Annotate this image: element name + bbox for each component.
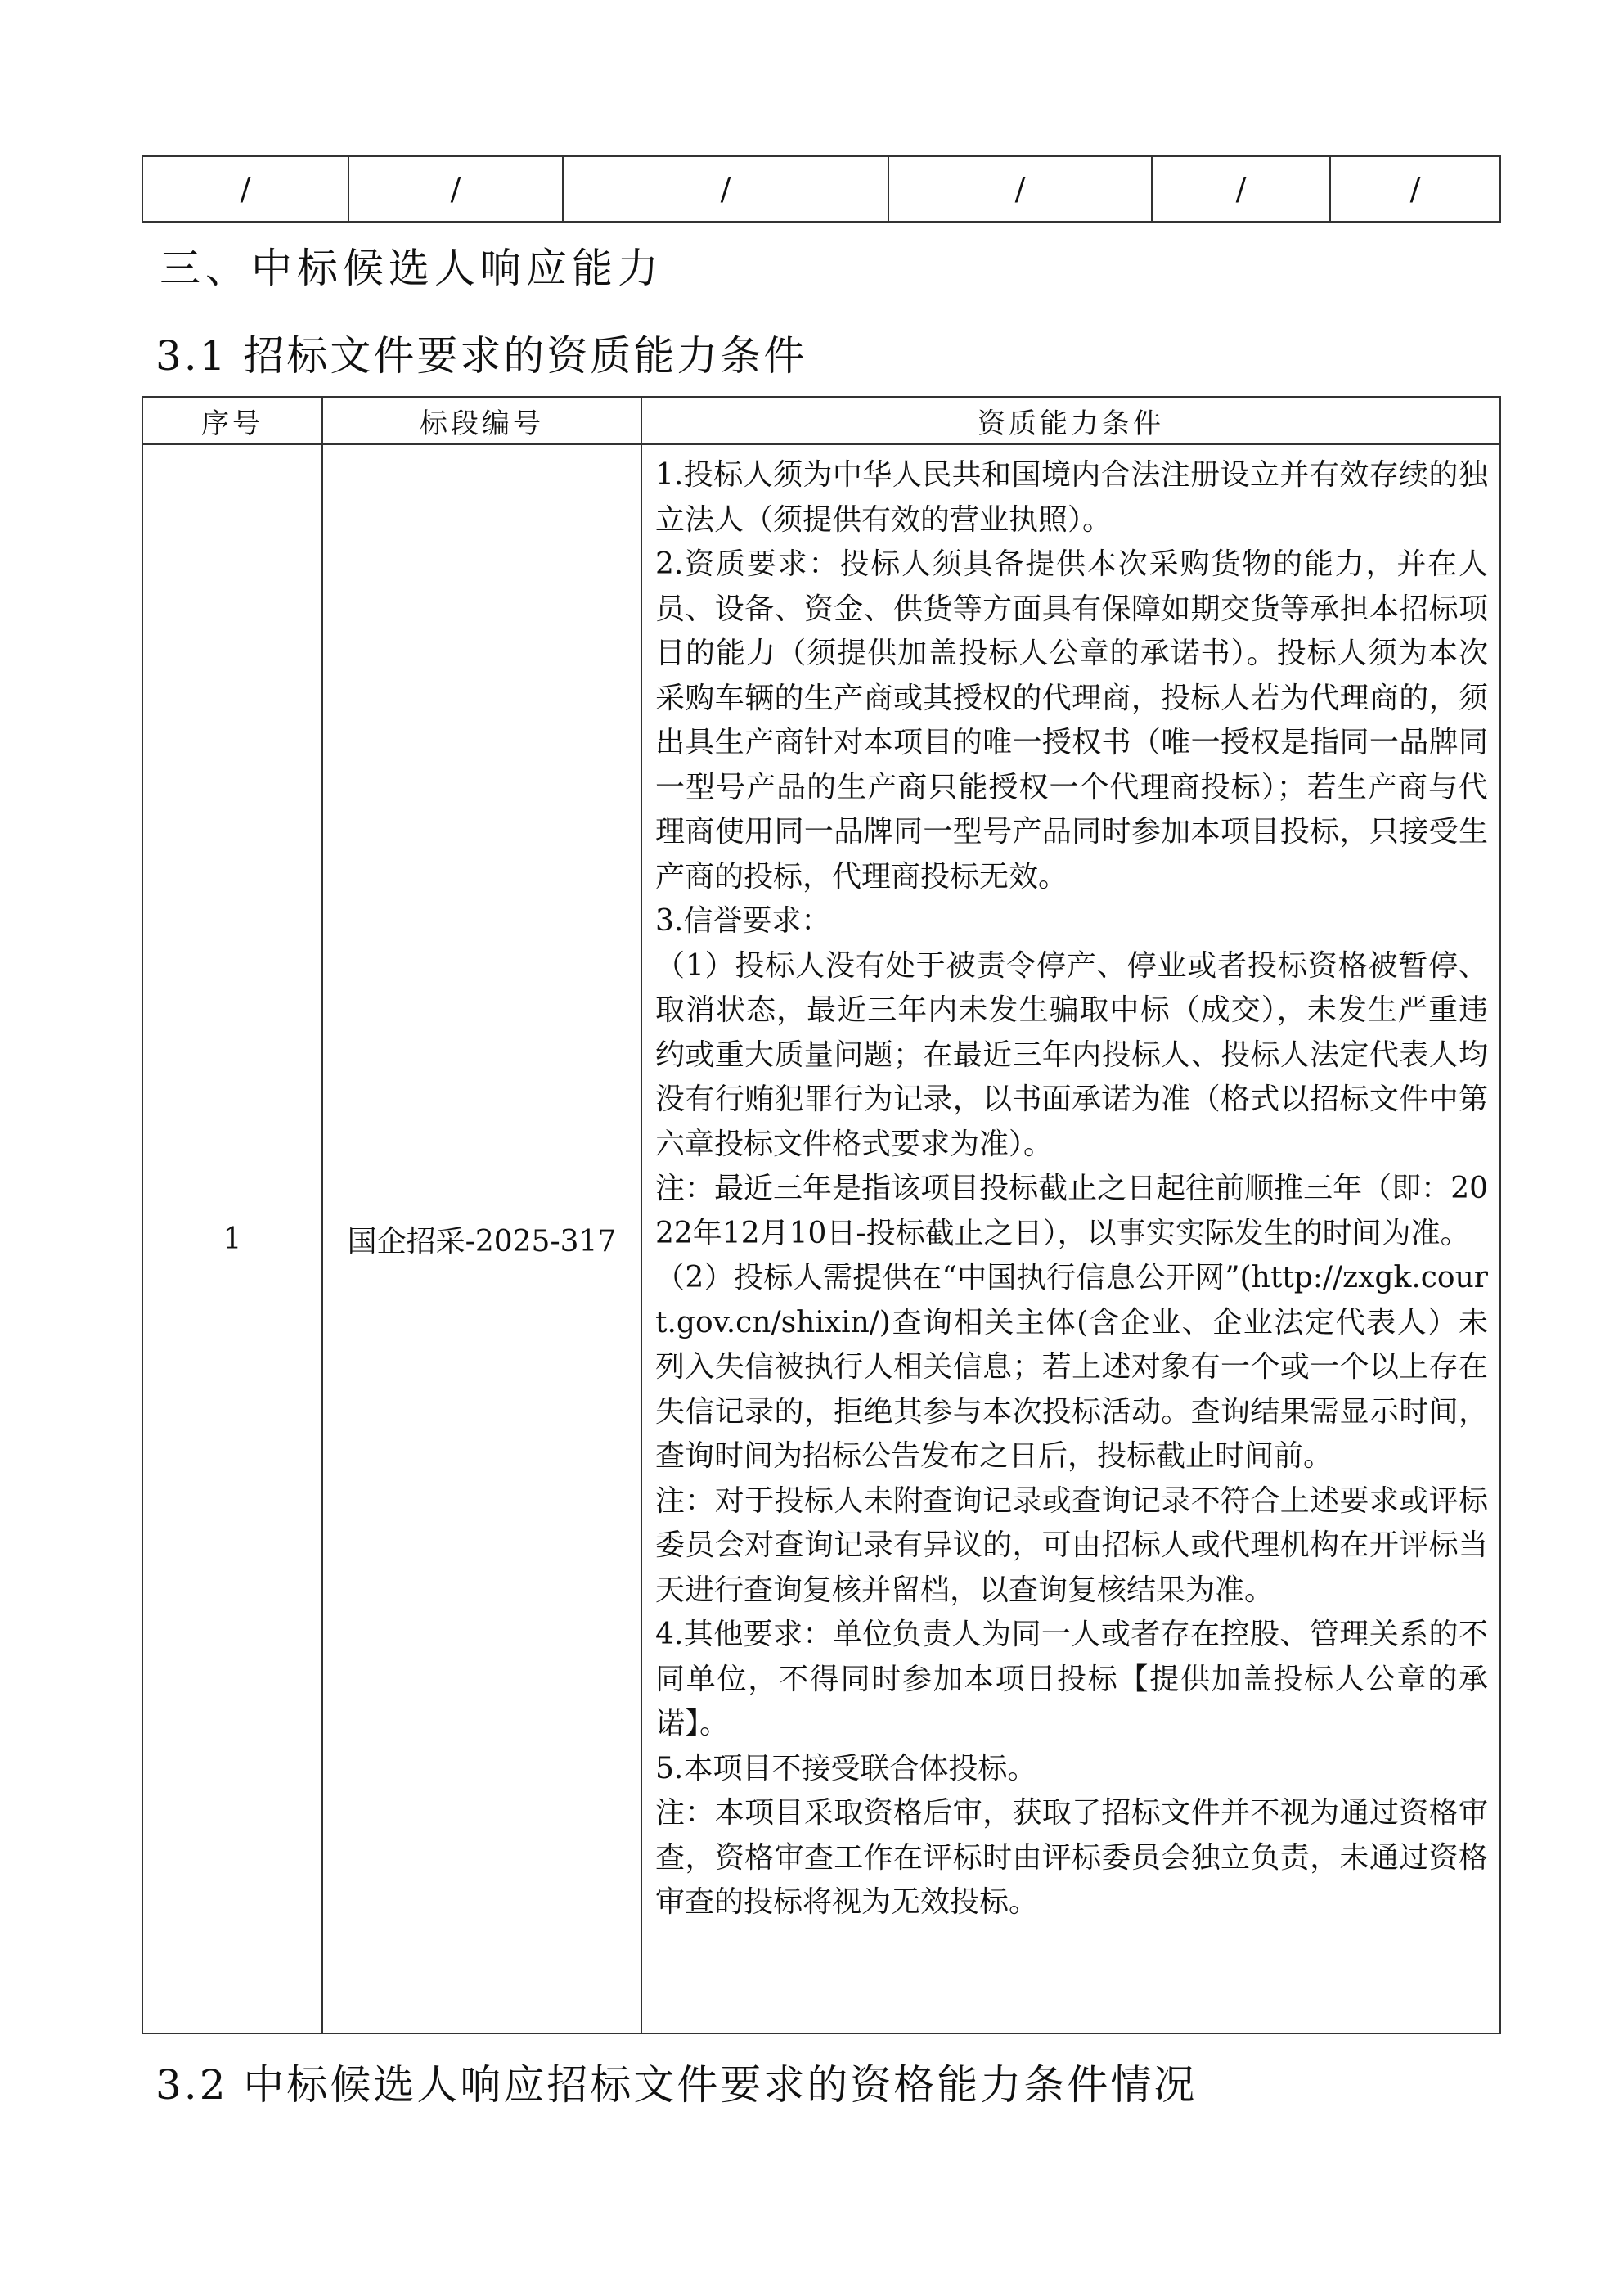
requirement-4: 4.其他要求：单位负责人为同一人或者存在控股、管理关系的不同单位，不得同时参加本项目投标【提供加盖投标人公章的承诺】。	[655, 1618, 1488, 1740]
header-lot: 标段编号	[322, 397, 641, 444]
requirement-5: 5.本项目不接受联合体投标。	[655, 1751, 1037, 1785]
section-3-2-heading: 3.2 中标候选人响应招标文件要求的资格能力条件情况	[155, 2061, 1198, 2109]
requirement-3: 3.信誉要求：	[655, 904, 831, 938]
table-cell: /	[1330, 156, 1500, 222]
table-cell: /	[348, 156, 563, 222]
requirements-cell	[641, 444, 1500, 2033]
table-cell: /	[888, 156, 1152, 222]
prior-table	[142, 155, 1501, 223]
table-row	[142, 156, 1500, 222]
table-cell: /	[142, 156, 348, 222]
section-3-1-heading: 3.1 招标文件要求的资质能力条件	[155, 332, 807, 380]
requirement-final-note: 注：本项目采取资格后审，获取了招标文件并不视为通过资格审查，资格审查工作在评标时由评标委员会独立负责，未通过资格审查的投标将视为无效投标。	[655, 1796, 1488, 1919]
header-requirements: 资质能力条件	[641, 397, 1500, 444]
requirement-3-1: （1）投标人没有处于被责令停产、停业或者投标资格被暂停、取消状态，最近三年内未发生骗取中标（成交），未发生严重违约或重大质量问题；在最近三年内投标人、投标人法定代表人均没有行贿犯罪行为记录，以书面承诺为准（格式以招标文件中第六章投标文件格式要求为准）。	[655, 948, 1488, 1161]
header-no: 序号	[142, 397, 322, 444]
requirement-3-note: 注：最近三年是指该项目投标截止之日起往前顺推三年（即：2022年12月10日-投标截止之日），以事实实际发生的时间为准。	[655, 1172, 1488, 1250]
table-cell: /	[563, 156, 888, 222]
requirement-2: 2.资质要求：投标人须具备提供本次采购货物的能力，并在人员、设备、资金、供货等方面具有保障如期交货等承担本招标项目的能力（须提供加盖投标人公章的承诺书）。投标人须为本次采购车辆的生产商或其授权的代理商，投标人若为代理商的，须出具生产商针对本项目的唯一授权书（唯一授权是指同一品牌同一型号产品的生产商只能授权一个代理商投标）；若生产商与代理商使用同一品牌同一型号产品同时参加本项目投标，只接受生产商的投标，代理商投标无效。	[655, 547, 1488, 894]
requirement-3-2: （2）投标人需提供在“中国执行信息公开网”(http://zxgk.court.gov.cn/shixin/)查询相关主体(含企业、企业法定代表人）未列入失信被执行人相关信息；若上述对象有一个或一个以上存在失信记录的，拒绝其参与本次投标活动。查询结果需显示时间，查询时间为招标公告发布之日后，投标截止时间前。	[655, 1261, 1488, 1473]
table-header-row	[142, 397, 1500, 444]
section-3-heading: 三、中标候选人响应能力	[160, 245, 663, 292]
requirement-3-2-note: 注：对于投标人未附查询记录或查询记录不符合上述要求或评标委员会对查询记录有异议的，可由招标人或代理机构在开评标当天进行查询复核并留档，以查询复核结果为准。	[655, 1483, 1488, 1607]
requirement-1: 1.投标人须为中华人民共和国境内合法注册设立并有效存续的独立法人（须提供有效的营业执照）。	[655, 458, 1488, 537]
row-no: 1	[142, 444, 322, 2033]
table-row	[142, 444, 1500, 2033]
row-lot: 国企招采-2025-317	[322, 444, 641, 2033]
table-cell: /	[1152, 156, 1330, 222]
qualification-table	[142, 396, 1501, 2034]
